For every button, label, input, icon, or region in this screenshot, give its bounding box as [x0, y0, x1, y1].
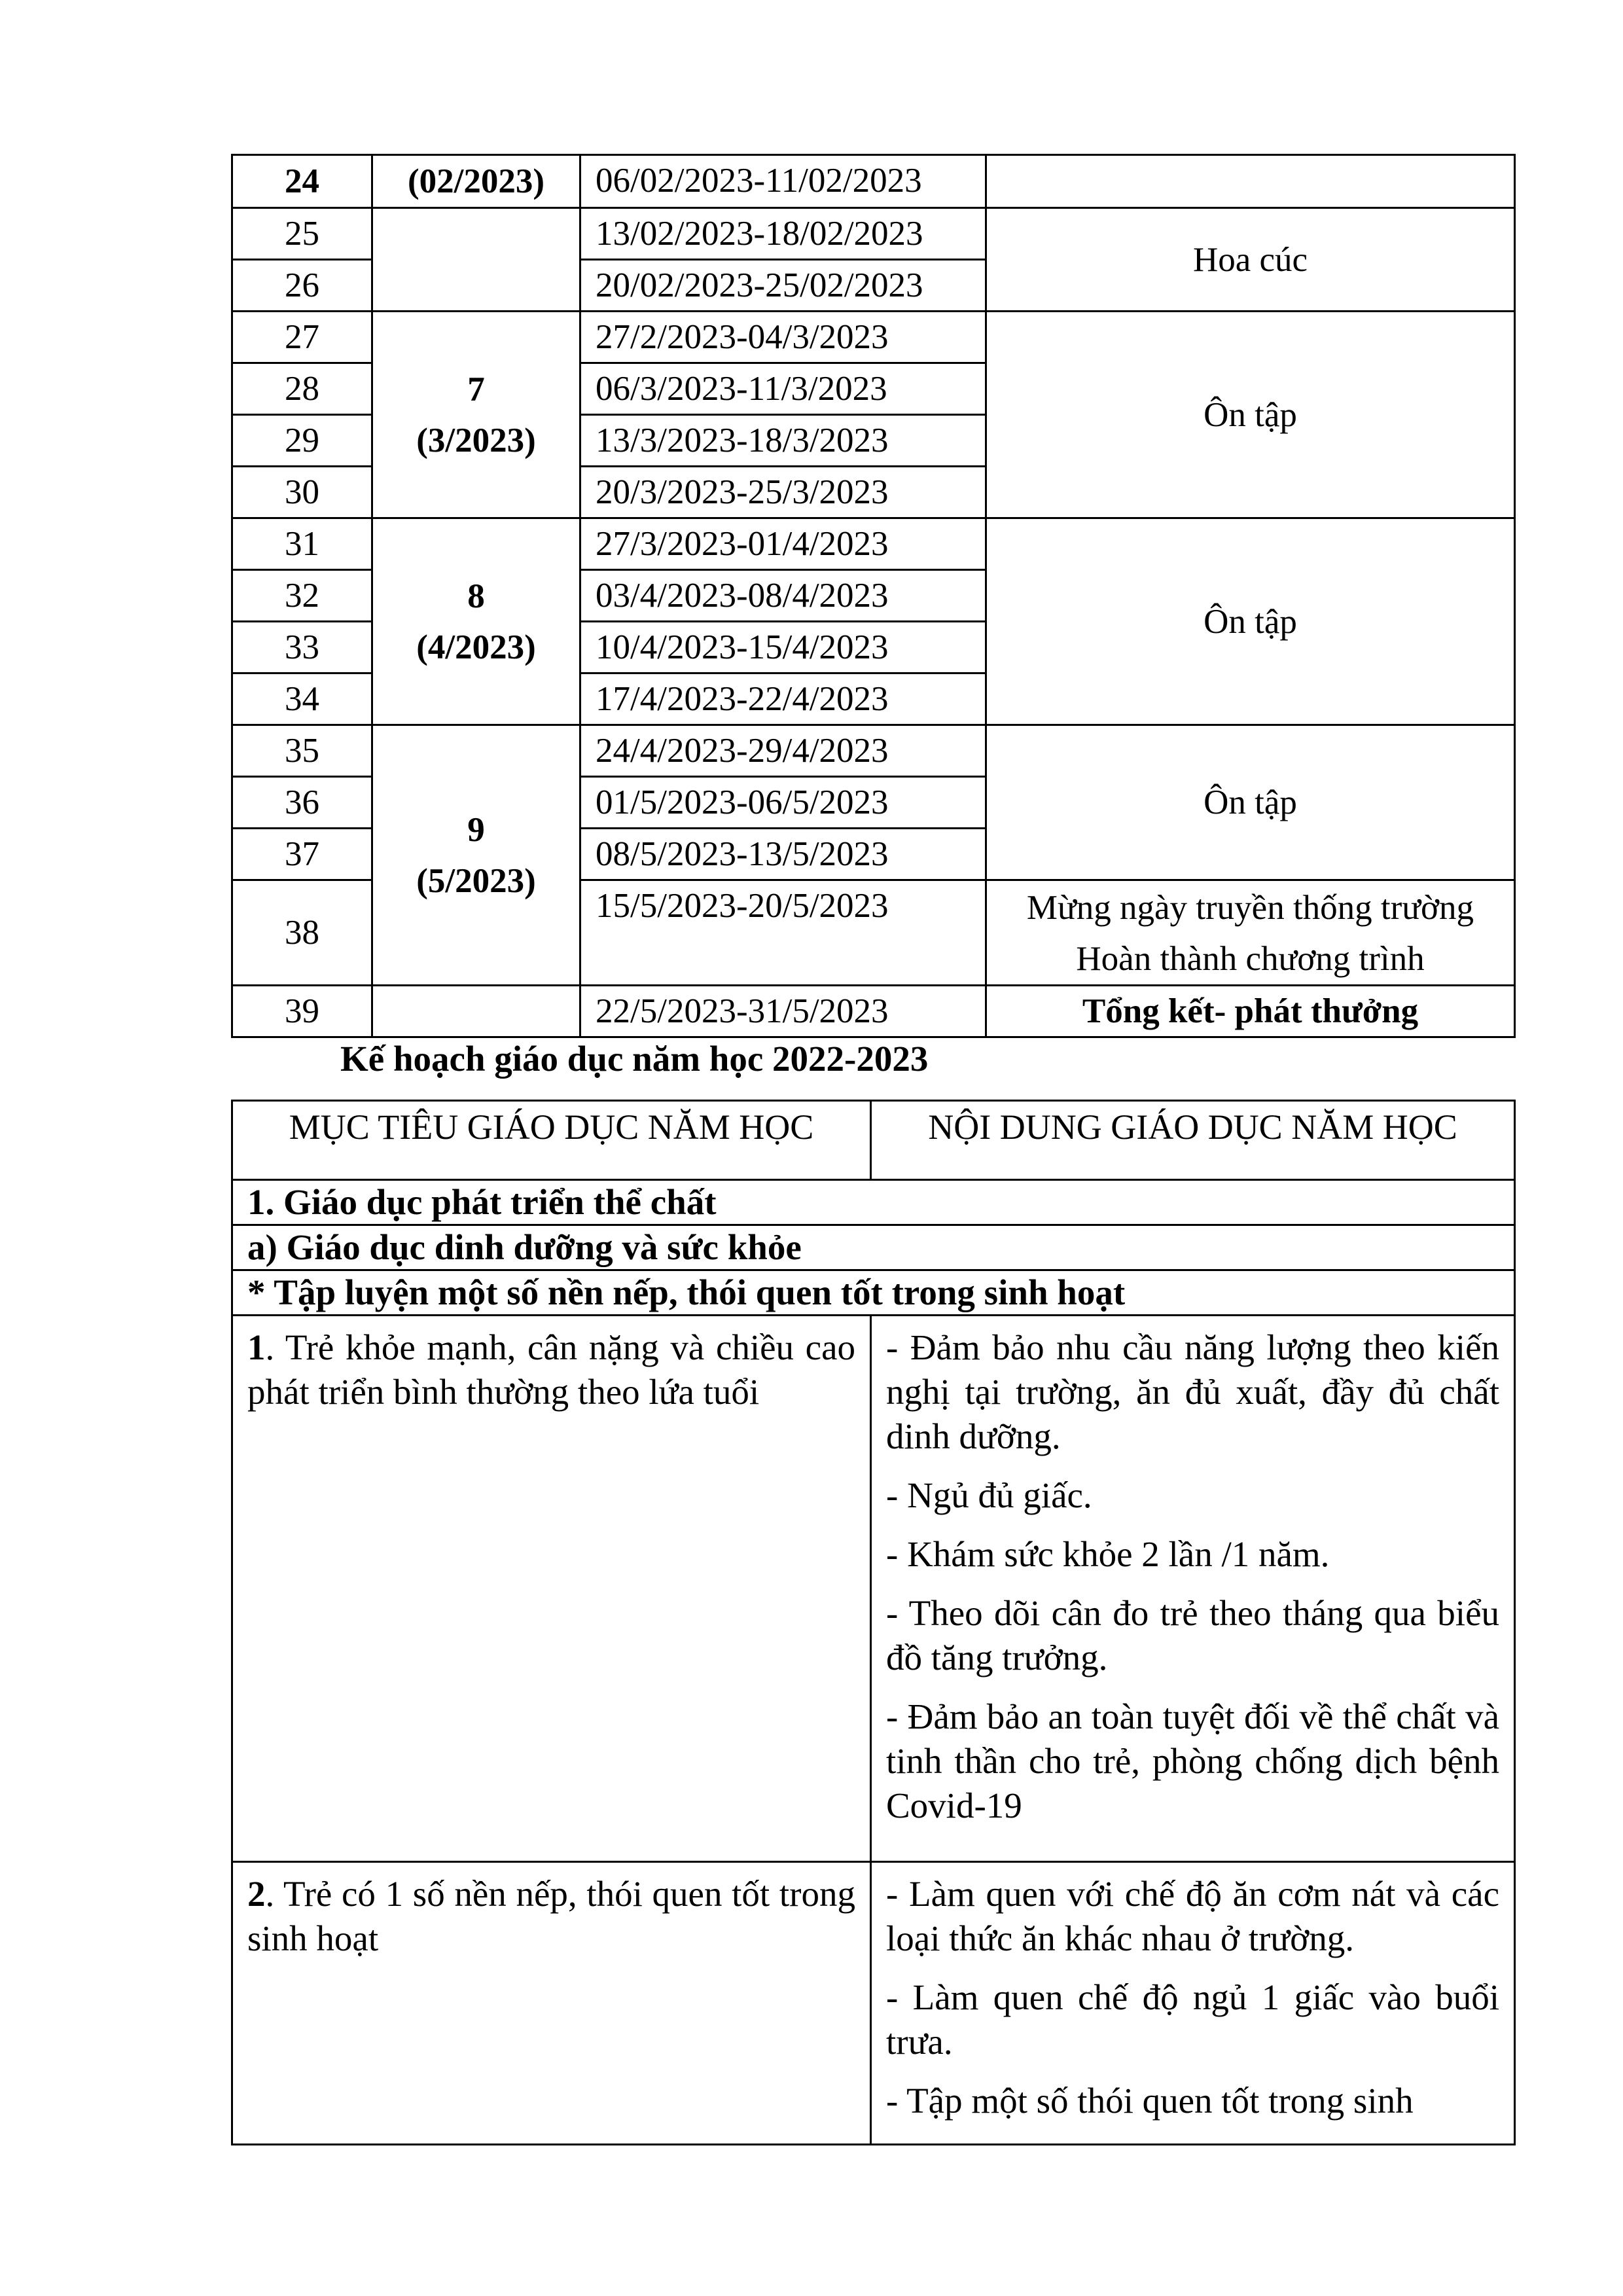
date-range: 24/4/2023-29/4/2023: [580, 725, 986, 777]
section-row: [232, 1225, 1515, 1270]
month-label: (3/2023): [416, 421, 536, 459]
goal-cell: [232, 1316, 871, 1862]
week-number: 28: [232, 363, 372, 415]
topic-cell: Hoa cúc: [986, 208, 1515, 312]
table-row: [232, 208, 1515, 260]
month-label: (5/2023): [416, 861, 536, 900]
week-number: 34: [232, 673, 372, 725]
date-range: 20/02/2023-25/02/2023: [580, 260, 986, 312]
plan-title: Kế hoạch giáo dục năm học 2022-2023: [340, 1039, 929, 1079]
schedule-table: [231, 154, 1516, 1038]
content-item: - Khám sức khỏe 2 lần /1 năm.: [886, 1534, 1330, 1574]
month-cell: [372, 986, 580, 1037]
table-row: [232, 1316, 1515, 1862]
month-cell: [372, 518, 580, 725]
date-range: 06/3/2023-11/3/2023: [580, 363, 986, 415]
plan-table: [231, 1100, 1516, 2145]
date-range: 20/3/2023-25/3/2023: [580, 467, 986, 518]
week-number: 29: [232, 415, 372, 467]
week-number: 26: [232, 260, 372, 312]
table-row: [232, 155, 1515, 208]
topic-cell: [986, 155, 1515, 208]
header-goal: MỤC TIÊU GIÁO DỤC NĂM HỌC: [232, 1101, 871, 1180]
content-cell: [871, 1316, 1515, 1862]
table-row: [232, 518, 1515, 570]
month-label: (02/2023): [372, 155, 580, 208]
goal-text: . Trẻ có 1 số nền nếp, thói quen tốt trong sinh hoạt: [247, 1874, 855, 1958]
topic-line: Hoàn thành chương trình: [1076, 940, 1425, 978]
month-cell: [372, 725, 580, 986]
date-range: 08/5/2023-13/5/2023: [580, 829, 986, 880]
table-row: [232, 986, 1515, 1037]
date-range: 17/4/2023-22/4/2023: [580, 673, 986, 725]
content-item: - Tập một số thói quen tốt trong sinh: [886, 2081, 1414, 2121]
date-range: 15/5/2023-20/5/2023: [580, 880, 986, 986]
content-item: - Theo dõi cân đo trẻ theo tháng qua biểu đồ tăng trưởng.: [886, 1593, 1499, 1677]
section-row: [232, 1270, 1515, 1316]
content-item: - Đảm bảo nhu cầu năng lượng theo kiến nghị tại trường, ăn đủ xuất, đầy đủ chất dinh dưỡng.: [886, 1327, 1499, 1456]
date-range: 10/4/2023-15/4/2023: [580, 622, 986, 673]
date-range: 27/2/2023-04/3/2023: [580, 312, 986, 363]
content-item: - Đảm bảo an toàn tuyệt đối về thể chất và tinh thần cho trẻ, phòng chống dịch bệnh Covid-19: [886, 1696, 1499, 1825]
goal-cell: [232, 1862, 871, 2145]
section-row: [232, 1180, 1515, 1225]
topic-line: Mừng ngày truyền thống trường: [1026, 889, 1474, 927]
month-number: 9: [467, 810, 485, 849]
subsection-title: a) Giáo dục dinh dưỡng và sức khỏe: [232, 1225, 1515, 1270]
date-range: 27/3/2023-01/4/2023: [580, 518, 986, 570]
week-number: 39: [232, 986, 372, 1037]
week-number: 37: [232, 829, 372, 880]
topic-cell: Tổng kết- phát thưởng: [986, 986, 1515, 1037]
week-number: 38: [232, 880, 372, 986]
content-cell: [871, 1862, 1515, 2145]
week-number: 27: [232, 312, 372, 363]
topic-cell: Ôn tập: [986, 725, 1515, 880]
table-row: [232, 725, 1515, 777]
header-content: NỘI DUNG GIÁO DỤC NĂM HỌC: [871, 1101, 1515, 1180]
week-number: 24: [232, 155, 372, 208]
date-range: 22/5/2023-31/5/2023: [580, 986, 986, 1037]
week-number: 31: [232, 518, 372, 570]
table-row: [232, 1862, 1515, 2145]
week-number: 35: [232, 725, 372, 777]
week-number: 25: [232, 208, 372, 260]
goal-number: 2: [247, 1874, 266, 1914]
month-number: 7: [467, 370, 485, 408]
section-title: 1. Giáo dục phát triển thể chất: [232, 1180, 1515, 1225]
week-number: 33: [232, 622, 372, 673]
date-range: 06/02/2023-11/02/2023: [580, 155, 986, 208]
topic-cell: Ôn tập: [986, 518, 1515, 725]
topic-cell: Ôn tập: [986, 312, 1515, 518]
week-number: 36: [232, 777, 372, 829]
week-number: 30: [232, 467, 372, 518]
month-cell: [372, 312, 580, 518]
subsection-subtitle: * Tập luyện một số nền nếp, thói quen tốt trong sinh hoạt: [232, 1270, 1515, 1316]
topic-cell: [986, 880, 1515, 986]
date-range: 13/02/2023-18/02/2023: [580, 208, 986, 260]
date-range: 13/3/2023-18/3/2023: [580, 415, 986, 467]
month-number: 8: [467, 577, 485, 615]
week-number: 32: [232, 570, 372, 622]
goal-text: . Trẻ khỏe mạnh, cân nặng và chiều cao phát triển bình thường theo lứa tuổi: [247, 1327, 855, 1412]
content-item: - Làm quen chế độ ngủ 1 giấc vào buổi trưa.: [886, 1977, 1499, 2062]
date-range: 03/4/2023-08/4/2023: [580, 570, 986, 622]
date-range: 01/5/2023-06/5/2023: [580, 777, 986, 829]
table-row: [232, 312, 1515, 363]
table-header-row: [232, 1101, 1515, 1180]
content-item: - Ngủ đủ giấc.: [886, 1475, 1092, 1515]
content-item: - Làm quen với chế độ ăn cơm nát và các loại thức ăn khác nhau ở trường.: [886, 1874, 1499, 1958]
goal-number: 1: [247, 1327, 266, 1367]
month-label: (4/2023): [416, 628, 536, 666]
month-cell: [372, 208, 580, 312]
